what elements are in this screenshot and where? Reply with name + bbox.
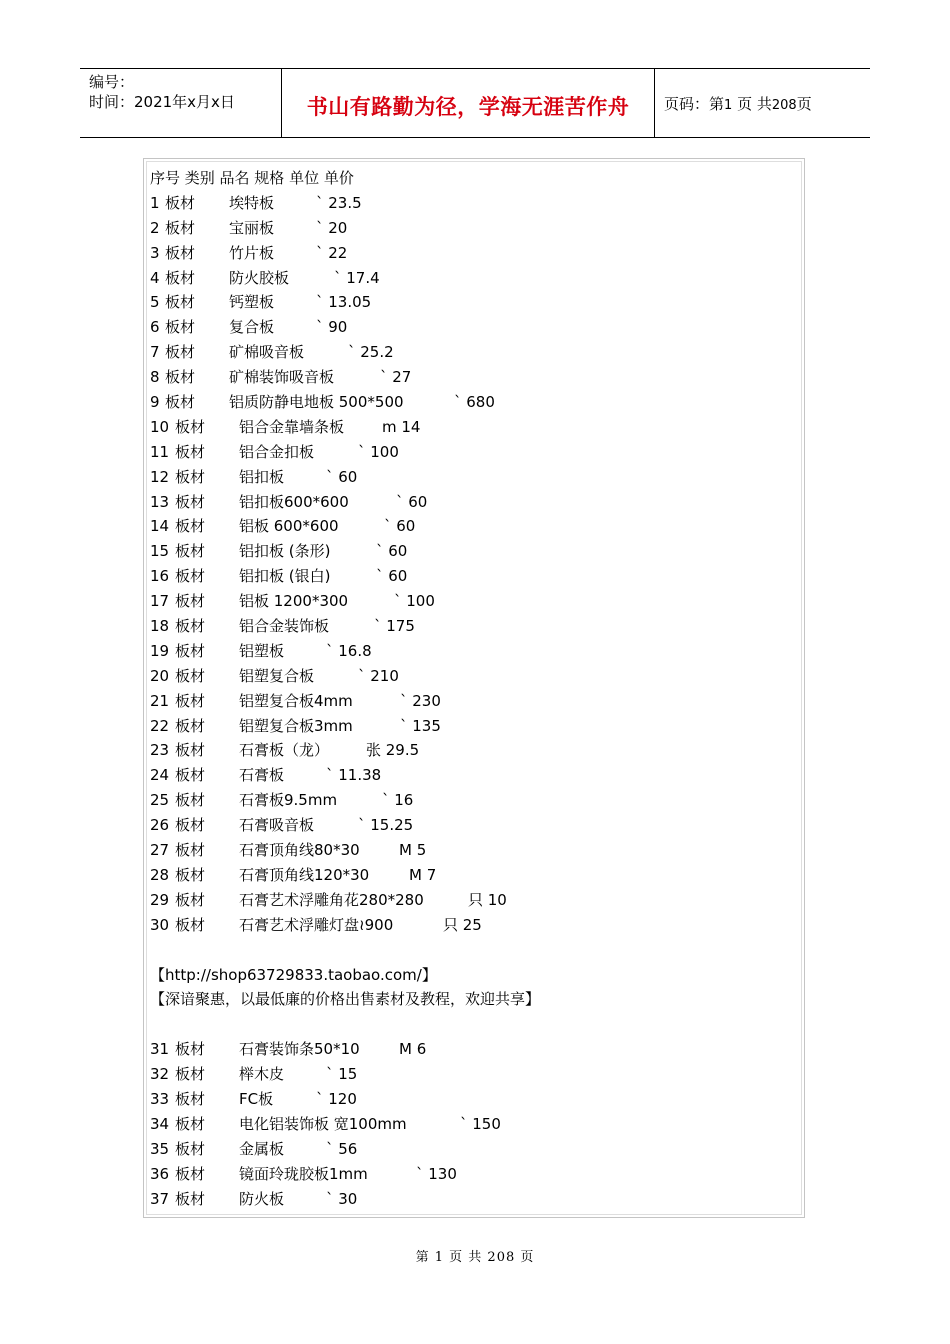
row-unit-price: M 5 [399, 841, 427, 860]
list-row [150, 514, 790, 539]
list-row [150, 813, 790, 838]
list-row [150, 763, 790, 788]
row-number: 13 [150, 492, 170, 511]
list-row [150, 191, 790, 216]
row-number: 6 [150, 318, 160, 337]
row-unit-price: ` 16 [382, 791, 414, 810]
rows-group-c [150, 1037, 790, 1211]
row-item-name: 石膏板9.5mm [239, 791, 338, 810]
row-item-name: 铝合金靠墙条板 [239, 417, 345, 436]
row-number: 17 [150, 592, 170, 611]
page-header [80, 68, 870, 138]
row-number: 2 [150, 218, 160, 237]
row-item-name: 石膏装饰条50*10 [239, 1040, 360, 1059]
row-category: 板材 [175, 865, 206, 884]
list-row [150, 1087, 790, 1112]
row-unit-price: ` 100 [394, 592, 435, 611]
row-category: 板材 [175, 592, 206, 611]
header-divider [654, 69, 655, 137]
row-category: 板材 [175, 816, 206, 835]
page-suffix: 页 [796, 95, 812, 113]
row-unit-price: 只 10 [468, 890, 507, 909]
row-category: 板材 [165, 293, 196, 312]
row-unit-price: ` 100 [358, 442, 399, 461]
list-row [150, 1162, 790, 1187]
promo-text: 【深谙聚惠，以最低廉的价格出售素材及教程，欢迎共享】 [150, 990, 541, 1009]
row-item-name: 石膏艺术浮雕角花280*280 [239, 890, 424, 909]
row-category: 板材 [175, 1139, 206, 1158]
row-item-name: 金属板 [239, 1139, 285, 1158]
row-unit-price: 张 29.5 [366, 741, 420, 760]
row-item-name: 石膏艺术浮雕灯盘≀900 [239, 915, 394, 934]
row-unit-price: ` 60 [376, 567, 408, 586]
row-category: 板材 [165, 368, 196, 387]
row-item-name: 电化铝装饰板 宽100mm [239, 1114, 407, 1133]
list-row [150, 216, 790, 241]
row-unit-price: ` 175 [374, 617, 415, 636]
row-number: 7 [150, 343, 160, 362]
row-category: 板材 [175, 890, 206, 909]
row-item-name: 石膏吸音板 [239, 816, 315, 835]
row-category: 板材 [165, 318, 196, 337]
row-unit-price: ` 23.5 [316, 193, 362, 212]
row-unit-price: ` 60 [384, 517, 416, 536]
price-list [150, 166, 790, 1211]
row-item-name: 石膏顶角线80*30 [239, 841, 360, 860]
row-category: 板材 [175, 915, 206, 934]
time-label: 时间：2021年x月x日 [89, 93, 235, 111]
blank-line [150, 1012, 790, 1037]
row-number: 16 [150, 567, 170, 586]
row-unit-price: ` 11.38 [326, 766, 382, 785]
row-unit-price: ` 135 [400, 716, 441, 735]
page-footer: 第 1 页 共 208 页 [415, 1250, 535, 1265]
row-unit-price: M 6 [399, 1040, 427, 1059]
row-unit-price: 只 25 [443, 915, 482, 934]
list-row [150, 241, 790, 266]
row-unit-price: ` 120 [316, 1089, 357, 1108]
list-row [150, 266, 790, 291]
row-number: 19 [150, 641, 170, 660]
row-category: 板材 [175, 1040, 206, 1059]
row-category: 板材 [175, 517, 206, 536]
row-number: 35 [150, 1139, 170, 1158]
row-item-name: 矿棉吸音板 [229, 343, 305, 362]
row-unit-price: ` 27 [380, 368, 412, 387]
list-row [150, 1062, 790, 1087]
row-number: 25 [150, 791, 170, 810]
row-category: 板材 [175, 1114, 206, 1133]
row-number: 30 [150, 915, 170, 934]
list-row [150, 415, 790, 440]
row-unit-price: ` 16.8 [326, 641, 372, 660]
list-row [150, 340, 790, 365]
row-unit-price: ` 22 [316, 243, 348, 262]
list-row [150, 440, 790, 465]
row-unit-price: ` 210 [358, 666, 399, 685]
rows-group-a [150, 191, 790, 415]
row-number: 37 [150, 1189, 170, 1208]
row-item-name: 铝扣板 (条形) [239, 542, 331, 561]
list-row [150, 788, 790, 813]
shop-link[interactable]: 【http://shop63729833.taobao.com/】 [150, 965, 437, 984]
row-number: 4 [150, 268, 160, 287]
row-category: 板材 [175, 492, 206, 511]
row-unit-price: ` 56 [326, 1139, 358, 1158]
row-category: 板材 [175, 417, 206, 436]
list-row [150, 465, 790, 490]
row-unit-price: ` 130 [416, 1164, 457, 1183]
list-row [150, 564, 790, 589]
blank-line [150, 938, 790, 963]
list-row [150, 315, 790, 340]
row-number: 36 [150, 1164, 170, 1183]
row-unit-price: M 7 [409, 865, 437, 884]
row-category: 板材 [175, 641, 206, 660]
row-number: 3 [150, 243, 160, 262]
row-item-name: 铝塑板 [239, 641, 285, 660]
row-number: 5 [150, 293, 160, 312]
row-unit-price: ` 15.25 [358, 816, 414, 835]
row-number: 34 [150, 1114, 170, 1133]
row-item-name: 铝塑复合板4mm [239, 691, 353, 710]
header-motto: 书山有路勤为径，学海无涯苦作舟 [306, 94, 630, 119]
row-item-name: 铝塑复合板 [239, 666, 315, 685]
list-row [150, 689, 790, 714]
row-item-name: 宝丽板 [229, 218, 275, 237]
row-category: 板材 [165, 268, 196, 287]
row-number: 23 [150, 741, 170, 760]
list-row [150, 888, 790, 913]
list-row [150, 838, 790, 863]
row-item-name: 镜面玲珑胶板1mm [239, 1164, 368, 1183]
row-number: 10 [150, 417, 170, 436]
row-item-name: 石膏板（龙） [239, 741, 330, 760]
list-row [150, 738, 790, 763]
row-item-name: 铝扣板 [239, 467, 285, 486]
row-number: 8 [150, 368, 160, 387]
row-number: 11 [150, 442, 170, 461]
row-category: 板材 [175, 542, 206, 561]
row-item-name: 铝扣板600*600 [239, 492, 349, 511]
list-row [150, 539, 790, 564]
row-number: 28 [150, 865, 170, 884]
row-unit-price: ` 680 [454, 393, 495, 412]
row-number: 14 [150, 517, 170, 536]
row-number: 26 [150, 816, 170, 835]
list-row [150, 490, 790, 515]
page-total: 208 [771, 98, 797, 113]
row-category: 板材 [165, 218, 196, 237]
list-row [150, 290, 790, 315]
row-category: 板材 [165, 193, 196, 212]
row-category: 板材 [175, 467, 206, 486]
row-category: 板材 [175, 1164, 206, 1183]
row-unit-price: ` 25.2 [348, 343, 394, 362]
row-category: 板材 [175, 617, 206, 636]
row-category: 板材 [175, 1065, 206, 1084]
row-unit-price: ` 60 [376, 542, 408, 561]
list-row [150, 365, 790, 390]
row-category: 板材 [175, 1089, 206, 1108]
row-item-name: 铝塑复合板3mm [239, 716, 353, 735]
row-number: 32 [150, 1065, 170, 1084]
promo-line [150, 987, 790, 1012]
row-item-name: FC板 [239, 1089, 274, 1108]
list-row [150, 639, 790, 664]
row-unit-price: m 14 [382, 417, 421, 436]
row-category: 板材 [175, 841, 206, 860]
list-row [150, 589, 790, 614]
list-row [150, 1037, 790, 1062]
row-number: 15 [150, 542, 170, 561]
row-number: 18 [150, 617, 170, 636]
row-category: 板材 [175, 766, 206, 785]
list-row [150, 863, 790, 888]
row-item-name: 防火板 [239, 1189, 285, 1208]
list-row [150, 1137, 790, 1162]
row-unit-price: ` 30 [326, 1189, 358, 1208]
row-item-name: 石膏板 [239, 766, 285, 785]
row-item-name: 防火胶板 [229, 268, 290, 287]
row-category: 板材 [165, 343, 196, 362]
row-item-name: 铝合金扣板 [239, 442, 315, 461]
row-number: 24 [150, 766, 170, 785]
row-number: 22 [150, 716, 170, 735]
row-number: 21 [150, 691, 170, 710]
row-number: 31 [150, 1040, 170, 1059]
row-category: 板材 [165, 243, 196, 262]
header-page-info [664, 93, 812, 114]
row-category: 板材 [175, 567, 206, 586]
row-item-name: 铝质防静电地板 500*500 [229, 393, 404, 412]
row-number: 33 [150, 1089, 170, 1108]
list-row [150, 1112, 790, 1137]
list-row [150, 913, 790, 938]
row-item-name: 复合板 [229, 318, 275, 337]
row-unit-price: ` 15 [326, 1065, 358, 1084]
table-header-text: 序号 类别 品名 规格 单位 单价 [150, 169, 354, 187]
row-item-name: 铝合金装饰板 [239, 617, 330, 636]
row-unit-price: ` 13.05 [316, 293, 372, 312]
list-row [150, 614, 790, 639]
row-category: 板材 [165, 393, 196, 412]
page-label: 页码：第 [664, 95, 725, 113]
row-number: 27 [150, 841, 170, 860]
table-header [150, 166, 790, 191]
row-unit-price: ` 60 [396, 492, 428, 511]
row-number: 9 [150, 393, 160, 412]
list-row [150, 390, 790, 415]
row-item-name: 铝板 1200*300 [239, 592, 349, 611]
row-item-name: 埃特板 [229, 193, 275, 212]
link-line [150, 963, 790, 988]
row-number: 29 [150, 890, 170, 909]
row-category: 板材 [175, 716, 206, 735]
row-item-name: 榉木皮 [239, 1065, 285, 1084]
row-unit-price: ` 60 [326, 467, 358, 486]
row-unit-price: ` 90 [316, 318, 348, 337]
row-item-name: 铝扣板 (银白) [239, 567, 331, 586]
row-unit-price: ` 17.4 [334, 268, 380, 287]
row-category: 板材 [175, 666, 206, 685]
number-label: 编号： [89, 73, 135, 91]
row-item-name: 石膏顶角线120*30 [239, 865, 370, 884]
row-unit-price: ` 20 [316, 218, 348, 237]
row-unit-price: ` 150 [460, 1114, 501, 1133]
row-category: 板材 [175, 691, 206, 710]
rows-group-b [150, 415, 790, 938]
row-item-name: 竹片板 [229, 243, 275, 262]
page-current: 1 [724, 98, 733, 113]
row-category: 板材 [175, 442, 206, 461]
row-number: 12 [150, 467, 170, 486]
list-row [150, 664, 790, 689]
row-item-name: 矿棉装饰吸音板 [229, 368, 335, 387]
row-category: 板材 [175, 1189, 206, 1208]
list-row [150, 714, 790, 739]
row-number: 1 [150, 193, 160, 212]
row-category: 板材 [175, 741, 206, 760]
row-category: 板材 [175, 791, 206, 810]
header-meta [89, 72, 235, 112]
row-unit-price: ` 230 [400, 691, 441, 710]
page-mid: 页 共 [737, 95, 772, 113]
list-row [150, 1187, 790, 1212]
row-number: 20 [150, 666, 170, 685]
row-item-name: 铝板 600*600 [239, 517, 339, 536]
row-item-name: 钙塑板 [229, 293, 275, 312]
